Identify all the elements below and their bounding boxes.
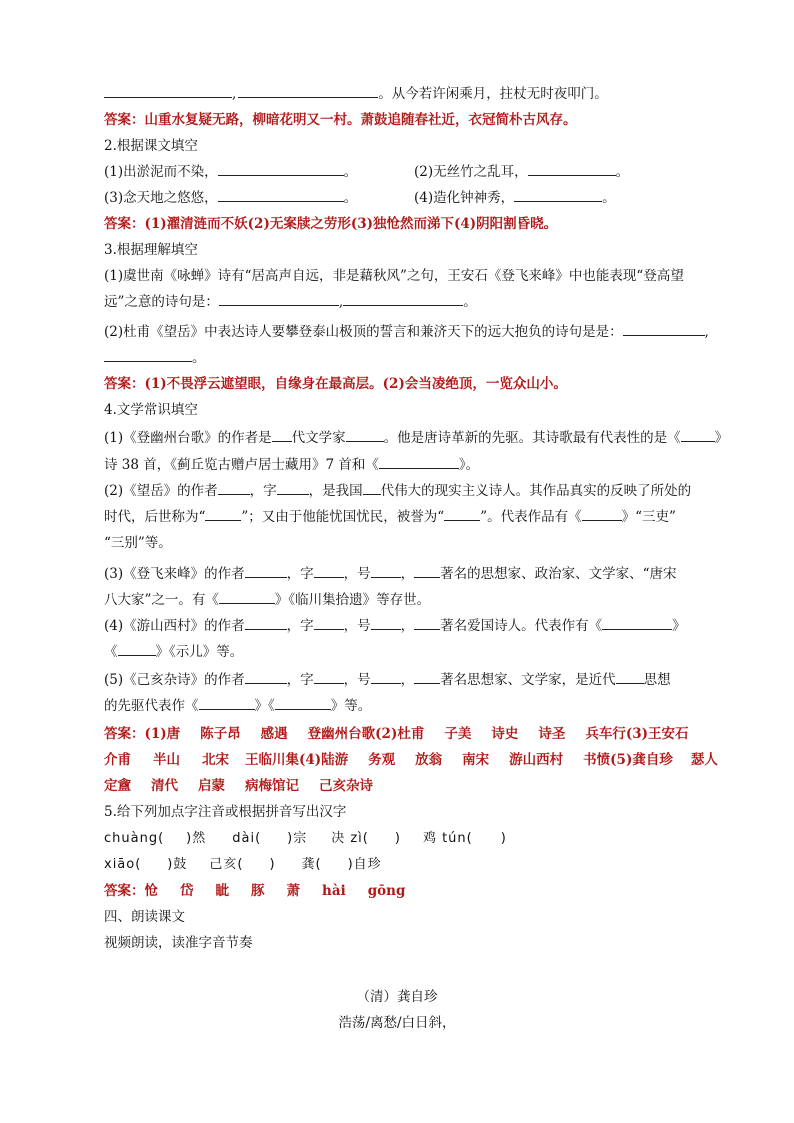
pinyin-row-1: chuàng( )然 dài( )宗 决 zì( ) 鸡 tún( ) bbox=[104, 831, 507, 846]
pinyin-row-2: xiāo( )鼓 己亥( ) 龚( )自珍 bbox=[104, 857, 382, 872]
answer-4-line1: 答案：(1)唐 陈子昂 感遇 登幽州台歌(2)杜甫 子美 诗史 诗圣 兵车行(3)王安石 bbox=[104, 726, 689, 742]
line-text: 。从今若许闲乘月，拄杖无时夜叩门。 bbox=[378, 86, 608, 102]
s4-line6: (3)《登飞来峰》的作者 ，字 ，号 ， 著名的思想家、政治家、文学家、“唐宋 bbox=[104, 566, 677, 582]
section-5-heading: 5.给下列加点字注音或根据拼音写出汉字 bbox=[104, 804, 347, 820]
blank[interactable] bbox=[314, 617, 344, 630]
blank[interactable] bbox=[218, 482, 250, 495]
blank[interactable] bbox=[616, 671, 644, 684]
blank[interactable] bbox=[444, 508, 480, 521]
s3-q1-line2: 远”之意的诗句是： , 。 bbox=[104, 294, 477, 310]
fill-line-poem: , 。从今若许闲乘月，拄杖无时夜叩门。 bbox=[104, 85, 608, 103]
blank[interactable] bbox=[199, 697, 255, 710]
blank[interactable] bbox=[363, 482, 381, 495]
answer-4-line3: 定盦 清代 启蒙 病梅馆记 己亥杂诗 bbox=[104, 778, 373, 794]
blank[interactable] bbox=[371, 671, 401, 684]
blank[interactable] bbox=[245, 617, 287, 630]
blank[interactable] bbox=[346, 429, 384, 442]
answer-3: 答案：(1)不畏浮云遮望眼，自缘身在最高层。(2)会当凌绝顶，一览众山小。 bbox=[104, 376, 567, 392]
s4-line10: (5)《己亥杂诗》的作者 ，字 ，号 ， 著名思想家、文学家，是近代 思想 bbox=[104, 672, 671, 688]
blank[interactable] bbox=[371, 617, 401, 630]
blank[interactable] bbox=[414, 565, 440, 578]
blank[interactable] bbox=[218, 163, 344, 176]
blank[interactable] bbox=[118, 643, 156, 656]
blank[interactable] bbox=[414, 617, 440, 630]
blank[interactable] bbox=[104, 85, 232, 98]
blank[interactable] bbox=[623, 323, 705, 336]
blank[interactable] bbox=[602, 617, 672, 630]
blank[interactable] bbox=[379, 456, 459, 469]
blank[interactable] bbox=[245, 671, 287, 684]
s2-q3: (3)念天地之悠悠， 。 bbox=[104, 190, 358, 206]
section-4-heading: 4.文学常识填空 bbox=[104, 402, 198, 418]
poem-line-1: 浩荡/离愁/白日斜， bbox=[338, 1015, 456, 1031]
blank[interactable] bbox=[528, 163, 616, 176]
s3-q1-line1: (1)虞世南《咏蝉》诗有“居高声自远，非是藉秋风”之句，王安石《登飞来峰》中也能表现“登高望 bbox=[104, 268, 684, 284]
answer-5: 答案：怆 岱 眦 豚 萧 hài gōng bbox=[104, 883, 406, 899]
blank[interactable] bbox=[275, 697, 331, 710]
answer-2: 答案：(1)濯清涟而不妖(2)无案牍之劳形(3)独怆然而涕下(4)阴阳割昏晓。 bbox=[104, 216, 558, 232]
s2-q4: (4)造化钟神秀， 。 bbox=[414, 190, 616, 206]
blank[interactable] bbox=[514, 189, 602, 202]
s4-line2: 诗 38 首，《蓟丘览古赠卢居士藏用》7 首和《 》。 bbox=[104, 457, 480, 473]
s4-line7: 八大家”之一。有《 》《临川集拾遗》等存世。 bbox=[104, 592, 431, 608]
s4-line5: “三别”等。 bbox=[104, 535, 172, 551]
blank[interactable] bbox=[414, 671, 440, 684]
s3-q2-line1: (2)杜甫《望岳》中表达诗人要攀登泰山极顶的誓言和兼济天下的远大抱负的诗句是是： , bbox=[104, 324, 709, 340]
blank[interactable] bbox=[343, 293, 463, 306]
blank[interactable] bbox=[104, 349, 192, 362]
s4-line4: 时代，后世称为“ ”；又由于他能忧国忧民，被誉为“ ”。代表作品有《 》“三吏” bbox=[104, 509, 676, 525]
s4-line1: (1)《登幽州台歌》的作者是 代文学家 。他是唐诗革新的先驱。其诗歌最有代表性的是《 》 bbox=[104, 430, 729, 446]
section-3-heading: 3.根据理解填空 bbox=[104, 242, 198, 258]
blank[interactable] bbox=[277, 482, 309, 495]
read-instruction: 视频朗读，读准字音节奏 bbox=[104, 935, 253, 951]
blank[interactable] bbox=[371, 565, 401, 578]
answer-4-line2: 介甫 半山 北宋 王临川集(4)陆游 务观 放翁 南宋 游山西村 书愤(5)龚自珍 瑟人 bbox=[104, 752, 718, 768]
s2-q2: (2)无丝竹之乱耳， 。 bbox=[414, 164, 630, 180]
s4-line8: (4)《游山西村》的作者 ，字 ，号 ， 著名爱国诗人。代表作有《 》 bbox=[104, 618, 686, 634]
blank[interactable] bbox=[205, 508, 241, 521]
s4-line3: (2)《望岳》的作者 ，字 ，是我国 代伟大的现实主义诗人。其作品真实的反映了所处的 bbox=[104, 483, 692, 499]
s4-line11: 的先驱代表作《 》《 》等。 bbox=[104, 698, 372, 714]
blank[interactable] bbox=[272, 429, 292, 442]
s4-line9: 《 》《示儿》等。 bbox=[104, 644, 244, 660]
section-4-read-heading: 四、朗读课文 bbox=[104, 909, 185, 925]
s3-q2-line2: 。 bbox=[104, 349, 206, 367]
blank[interactable] bbox=[245, 565, 287, 578]
blank[interactable] bbox=[681, 429, 715, 442]
blank[interactable] bbox=[314, 565, 344, 578]
s2-q1: (1)出淤泥而不染， 。 bbox=[104, 164, 358, 180]
blank[interactable] bbox=[219, 591, 275, 604]
poem-author: （清）龚自珍 bbox=[356, 989, 438, 1005]
section-2-heading: 2.根据课文填空 bbox=[104, 138, 198, 154]
blank[interactable] bbox=[314, 671, 344, 684]
blank[interactable] bbox=[218, 189, 344, 202]
answer-1: 答案：山重水复疑无路，柳暗花明又一村。萧鼓追随春社近，衣冠简朴古风存。 bbox=[104, 112, 577, 128]
blank[interactable] bbox=[219, 293, 339, 306]
blank[interactable] bbox=[582, 508, 622, 521]
blank[interactable] bbox=[238, 85, 378, 98]
